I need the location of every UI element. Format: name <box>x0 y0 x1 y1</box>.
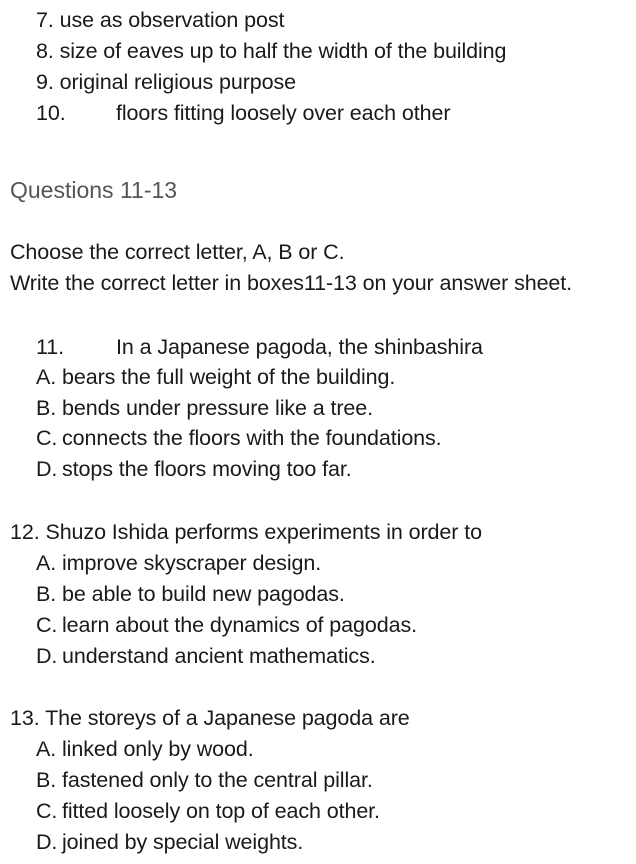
option-text: improve skyscraper design. <box>62 551 322 575</box>
question-13-option-c <box>36 798 380 824</box>
option-letter: B. <box>36 582 57 606</box>
option-text: bears the full weight of the building. <box>62 365 396 389</box>
list-item-text: 7. use as observation post <box>36 8 285 32</box>
question-11-option-d <box>36 456 352 482</box>
option-letter: A. <box>36 551 57 575</box>
question-13-stem: 13. The storeys of a Japanese pagoda are <box>10 706 410 730</box>
option-letter: B. <box>36 396 57 420</box>
option-text: stops the floors moving too far. <box>62 457 352 481</box>
question-12-option-c <box>36 612 417 638</box>
option-letter: B. <box>36 768 57 792</box>
list-item-text: floors fitting loosely over each other <box>116 101 451 125</box>
list-item-10 <box>36 100 450 126</box>
question-11-option-b <box>36 395 373 421</box>
instruction-line-1: Choose the correct letter, A, B or C. <box>10 240 345 264</box>
list-item-text: 9. original religious purpose <box>36 70 297 94</box>
option-text: be able to build new pagodas. <box>62 582 345 606</box>
option-letter: A. <box>36 365 57 389</box>
question-text: In a Japanese pagoda, the shinbashira <box>116 335 483 359</box>
list-item-9 <box>36 69 296 95</box>
question-11-stem <box>36 334 483 360</box>
option-letter: D. <box>36 830 58 854</box>
section-heading: Questions 11-13 <box>10 177 178 203</box>
option-letter: D. <box>36 644 58 668</box>
question-12-option-a <box>36 550 321 576</box>
option-letter: C. <box>36 799 58 823</box>
option-text: learn about the dynamics of pagodas. <box>62 613 417 637</box>
option-text: connects the floors with the foundations. <box>62 426 442 450</box>
question-12-option-b <box>36 581 345 607</box>
list-item-text: 8. size of eaves up to half the width of the building <box>36 39 507 63</box>
question-12-stem: 12. Shuzo Ishida performs experiments in order to <box>10 520 482 544</box>
question-11-option-a <box>36 364 395 390</box>
question-13-option-d <box>36 829 303 855</box>
question-number: 11. <box>36 335 64 359</box>
instruction-line-2: Write the correct letter in boxes11-13 on your answer sheet. <box>10 271 573 295</box>
option-text: linked only by wood. <box>62 737 254 761</box>
option-text: bends under pressure like a tree. <box>62 396 374 420</box>
list-item-8 <box>36 38 506 64</box>
option-text: understand ancient mathematics. <box>62 644 376 668</box>
question-13-option-b <box>36 767 373 793</box>
option-text: joined by special weights. <box>62 830 304 854</box>
list-item-7 <box>36 7 284 33</box>
question-13-option-a <box>36 736 254 762</box>
option-letter: C. <box>36 426 58 450</box>
option-letter: D. <box>36 457 58 481</box>
question-11-option-c <box>36 425 442 451</box>
question-12-option-d <box>36 643 376 669</box>
option-letter: C. <box>36 613 58 637</box>
option-letter: A. <box>36 737 57 761</box>
option-text: fastened only to the central pillar. <box>62 768 373 792</box>
list-item-number: 10. <box>36 101 66 125</box>
option-text: fitted loosely on top of each other. <box>62 799 380 823</box>
